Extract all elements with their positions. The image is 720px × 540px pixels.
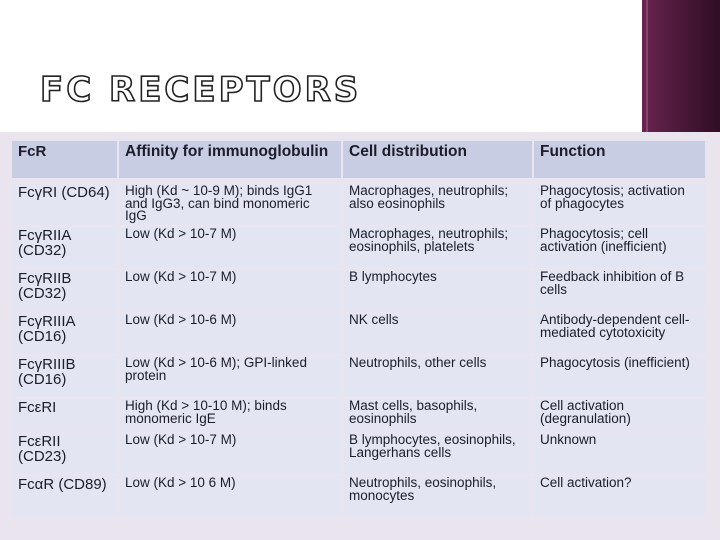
cell-affinity: Low (Kd > 10-6 M); GPI-linked protein xyxy=(119,356,341,397)
cell-distribution: NK cells xyxy=(343,313,532,354)
table-row xyxy=(12,270,705,311)
cell-affinity: High (Kd > 10-10 M); binds monomeric IgE xyxy=(119,399,341,431)
cell-distribution: B lymphocytes, eosinophils, Langerhans cells xyxy=(343,433,532,474)
cell-affinity: Low (Kd > 10 6 M) xyxy=(119,476,341,517)
accent-bar xyxy=(642,0,720,132)
cell-function: Phagocytosis; cell activation (inefficient) xyxy=(534,227,705,268)
table-row xyxy=(12,433,705,474)
cell-function: Unknown xyxy=(534,433,705,474)
cell-fcr: FcεRI xyxy=(12,399,117,431)
cell-fcr: FcγRIIIB (CD16) xyxy=(12,356,117,397)
cell-distribution: B lymphocytes xyxy=(343,270,532,311)
cell-distribution: Mast cells, basophils, eosinophils xyxy=(343,399,532,431)
table-row xyxy=(12,313,705,354)
table-row xyxy=(12,399,705,431)
cell-fcr: FcγRIIIA (CD16) xyxy=(12,313,117,354)
slide-title: FC RECEPTORS xyxy=(40,70,362,110)
cell-function: Phagocytosis (inefficient) xyxy=(534,356,705,397)
fc-receptor-table xyxy=(10,139,707,519)
cell-fcr: FcγRIIA (CD32) xyxy=(12,227,117,268)
scanned-table-image xyxy=(0,132,720,540)
cell-fcr: FcαR (CD89) xyxy=(12,476,117,517)
cell-distribution: Macrophages, neutrophils; eosinophils, platelets xyxy=(343,227,532,268)
header-affinity: Affinity for immunoglobulin xyxy=(119,141,341,178)
cell-distribution: Neutrophils, other cells xyxy=(343,356,532,397)
cell-fcr: FcγRI (CD64) xyxy=(12,184,117,225)
cell-affinity: Low (Kd > 10-7 M) xyxy=(119,270,341,311)
cell-distribution: Neutrophils, eosinophils, monocytes xyxy=(343,476,532,517)
cell-affinity: High (Kd ~ 10-9 M); binds IgG1 and IgG3, can bind monomeric IgG xyxy=(119,184,341,225)
header-function: Function xyxy=(534,141,705,178)
cell-fcr: FcγRIIB (CD32) xyxy=(12,270,117,311)
cell-affinity: Low (Kd > 10-7 M) xyxy=(119,227,341,268)
cell-function: Cell activation (degranulation) xyxy=(534,399,705,431)
header-gap xyxy=(12,180,705,182)
header-distribution: Cell distribution xyxy=(343,141,532,178)
table-row xyxy=(12,184,705,225)
table-row xyxy=(12,356,705,397)
table-header-row xyxy=(12,141,705,178)
header-fcr: FcR xyxy=(12,141,117,178)
cell-function: Feedback inhibition of B cells xyxy=(534,270,705,311)
cell-function: Cell activation? xyxy=(534,476,705,517)
cell-function: Antibody-dependent cell-mediated cytotoxicity xyxy=(534,313,705,354)
table-row xyxy=(12,476,705,517)
cell-affinity: Low (Kd > 10-6 M) xyxy=(119,313,341,354)
table-row xyxy=(12,227,705,268)
cell-distribution: Macrophages, neutrophils; also eosinophils xyxy=(343,184,532,225)
cell-fcr: FcεRII (CD23) xyxy=(12,433,117,474)
cell-function: Phagocytosis; activation of phagocytes xyxy=(534,184,705,225)
cell-affinity: Low (Kd > 10-7 M) xyxy=(119,433,341,474)
